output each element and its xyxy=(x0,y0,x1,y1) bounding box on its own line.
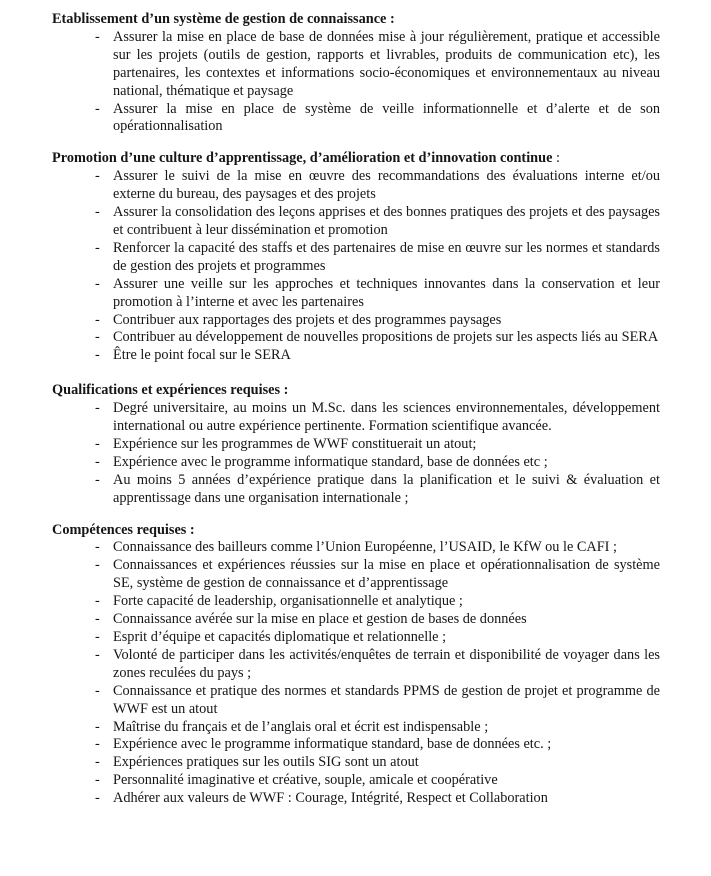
list-item: - Connaissance avérée sur la mise en place et gestion de bases de données xyxy=(113,611,660,629)
section-learning-culture xyxy=(52,150,660,365)
list-item: - Contribuer au développement de nouvelles propositions de projets sur les aspects liés au SERA xyxy=(113,329,660,347)
list-item: - Renforcer la capacité des staffs et des partenaires de mise en œuvre sur les normes et standards de gestion des projets et programmes xyxy=(113,240,660,276)
list-item: - Assurer la mise en place de système de veille informationnelle et d’alerte et de son opérationnalisation xyxy=(113,101,660,137)
section-heading: Compétences requises : xyxy=(52,521,195,538)
list-item: - Expériences pratiques sur les outils SIG sont un atout xyxy=(113,754,660,772)
list-item: - Assurer la mise en place de base de données mise à jour régulièrement, pratique et accessible sur les projets (outils de gestion, rapports et livrables, produits de communication etc), les partenaires, les contextes et informations socio-économiques et environnementaux au niveau national, thématique et paysage xyxy=(113,29,660,101)
list-item: - Expérience avec le programme informatique standard, base de données etc ; xyxy=(113,454,660,472)
list-item: - Expérience sur les programmes de WWF constituerait un atout; xyxy=(113,436,660,454)
section-heading: Etablissement d’un système de gestion de connaissance : xyxy=(52,11,395,27)
bullet-list xyxy=(52,168,660,365)
section-competences xyxy=(52,522,660,809)
section-heading-colon: : xyxy=(552,150,560,167)
list-item: - Personnalité imaginative et créative, souple, amicale et coopérative xyxy=(113,772,660,790)
list-item: - Degré universitaire, au moins un M.Sc. dans les sciences environnementales, développement international ou autre expérience pertinente. Formation scientifique avancée. xyxy=(113,400,660,436)
list-item: - Connaissances et expériences réussies sur la mise en place et opérationnalisation de système SE, système de gestion de connaissance et d’apprentissage xyxy=(113,557,660,593)
section-heading-text: Promotion d’une culture d’apprentissage, d’amélioration et d’innovation continue xyxy=(52,150,553,167)
section-knowledge-management xyxy=(52,11,660,136)
list-item: - Au moins 5 années d’expérience pratique dans la planification et le suivi & évaluation et apprentissage dans une organisation internationale ; xyxy=(113,472,660,508)
list-item: - Assurer la consolidation des leçons apprises et des bonnes pratiques des projets et des paysages et contribuent à leur dissémination et promotion xyxy=(113,204,660,240)
list-item: - Être le point focal sur le SERA xyxy=(113,347,660,365)
list-item: - Contribuer aux rapportages des projets et des programmes paysages xyxy=(113,312,660,330)
bullet-list xyxy=(52,400,660,507)
list-item: - Forte capacité de leadership, organisationnelle et analytique ; xyxy=(113,593,660,611)
bullet-list xyxy=(52,539,660,808)
bullet-list xyxy=(52,29,660,136)
list-item: - Connaissance des bailleurs comme l’Union Européenne, l’USAID, le KfW ou le CAFI ; xyxy=(113,539,660,557)
list-item: - Maîtrise du français et de l’anglais oral et écrit est indispensable ; xyxy=(113,719,660,737)
section-qualifications xyxy=(52,382,660,507)
list-item: - Assurer le suivi de la mise en œuvre des recommandations des évaluations interne et/ou externe du bureau, des paysages et des projets xyxy=(113,168,660,204)
list-item: - Expérience avec le programme informatique standard, base de données etc. ; xyxy=(113,736,660,754)
section-heading: Qualifications et expériences requises : xyxy=(52,382,289,399)
list-item: - Assurer une veille sur les approches et techniques innovantes dans la conservation et leur promotion à l’interne et avec les partenaires xyxy=(113,276,660,312)
list-item: - Esprit d’équipe et capacités diplomatique et relationnelle ; xyxy=(113,629,660,647)
section-heading xyxy=(52,150,660,168)
list-item: - Connaissance et pratique des normes et standards PPMS de gestion de projet et programme de WWF est un atout xyxy=(113,683,660,719)
list-item: - Adhérer aux valeurs de WWF : Courage, Intégrité, Respect et Collaboration xyxy=(113,790,660,808)
list-item: - Volonté de participer dans les activités/enquêtes de terrain et disponibilité de voyager dans les zones reculées du pays ; xyxy=(113,647,660,683)
